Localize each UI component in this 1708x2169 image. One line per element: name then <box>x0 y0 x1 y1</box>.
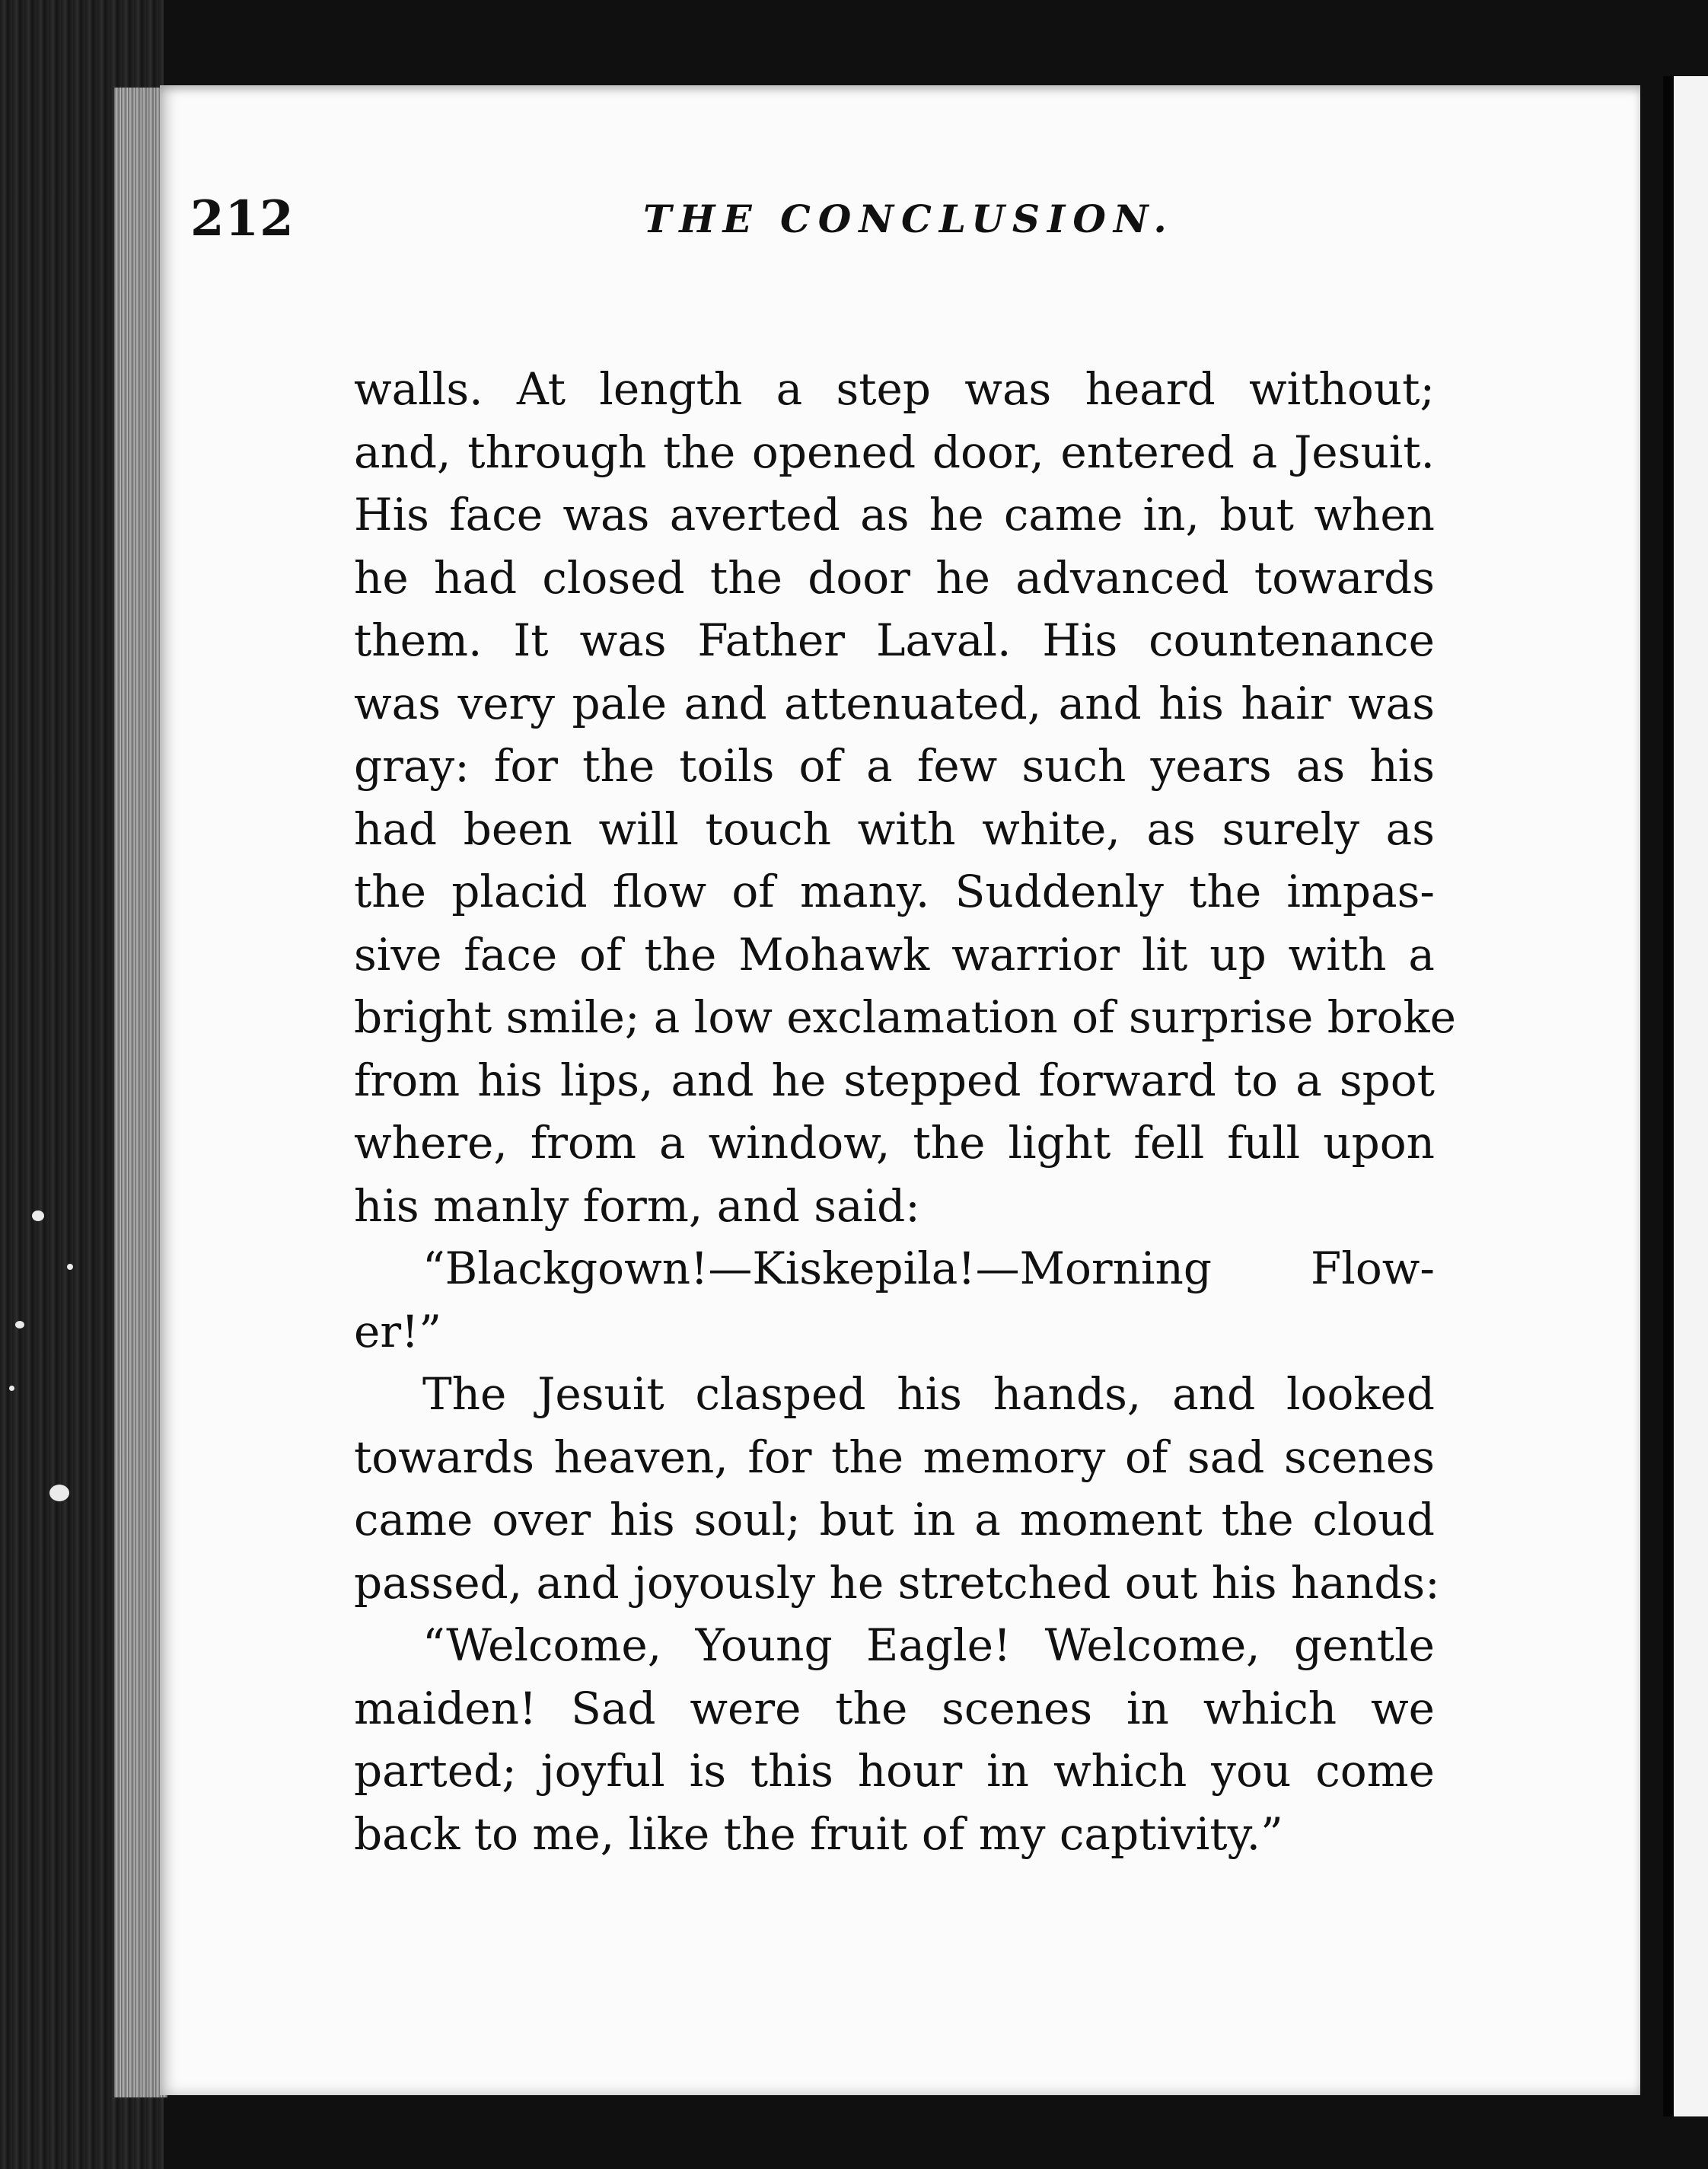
running-head: THE CONCLUSION. <box>643 196 1174 241</box>
text-line: and, through the opened door, entered a Jesuit. <box>354 426 1435 478</box>
text-line: his manly form, and said: <box>354 1179 920 1232</box>
text-line: maiden! Sad were the scenes in which we <box>354 1682 1435 1734</box>
text-line: sive face of the Mohawk warrior lit up with a <box>354 928 1435 981</box>
page-header <box>190 190 1408 297</box>
text-line: walls. At length a step was heard without; <box>354 363 1435 415</box>
text-line: “Welcome, Young Eagle! Welcome, gentle <box>422 1619 1435 1671</box>
text-line: he had closed the door he advanced towards <box>354 551 1435 604</box>
text-line: had been will touch with white, as surely as <box>354 802 1435 855</box>
body-text <box>354 358 1456 1865</box>
text-line: towards heaven, for the memory of sad scenes <box>354 1431 1435 1483</box>
text-line: parted; joyful is this hour in which you come <box>354 1745 1435 1797</box>
text-line: The Jesuit clasped his hands, and looked <box>422 1368 1435 1420</box>
text-line: His face was averted as he came in, but when <box>354 489 1435 541</box>
text-line: where, from a window, the light fell full upon <box>354 1117 1435 1169</box>
text-line: them. It was Father Laval. His countenance <box>354 614 1435 666</box>
next-page-edge <box>1663 76 1708 2116</box>
text-line: er!” <box>354 1305 442 1357</box>
text-line: bright smile; a low exclamation of surprise broke <box>354 991 1456 1043</box>
page-number: 212 <box>190 190 295 247</box>
text-line: from his lips, and he stepped forward to a spot <box>354 1054 1435 1106</box>
text-line: passed, and joyously he stretched out his hands: <box>354 1556 1440 1609</box>
text-line: the placid flow of many. Suddenly the impas- <box>354 866 1435 917</box>
text-line: came over his soul; but in a moment the cloud <box>354 1494 1435 1545</box>
text-line: back to me, like the fruit of my captivity.” <box>354 1807 1283 1860</box>
text-line: “Blackgown!—Kiskepila!—Morning Flow- <box>422 1242 1435 1294</box>
text-line: was very pale and attenuated, and his hair was <box>354 677 1435 729</box>
text-line: gray: for the toils of a few such years as his <box>354 740 1435 792</box>
